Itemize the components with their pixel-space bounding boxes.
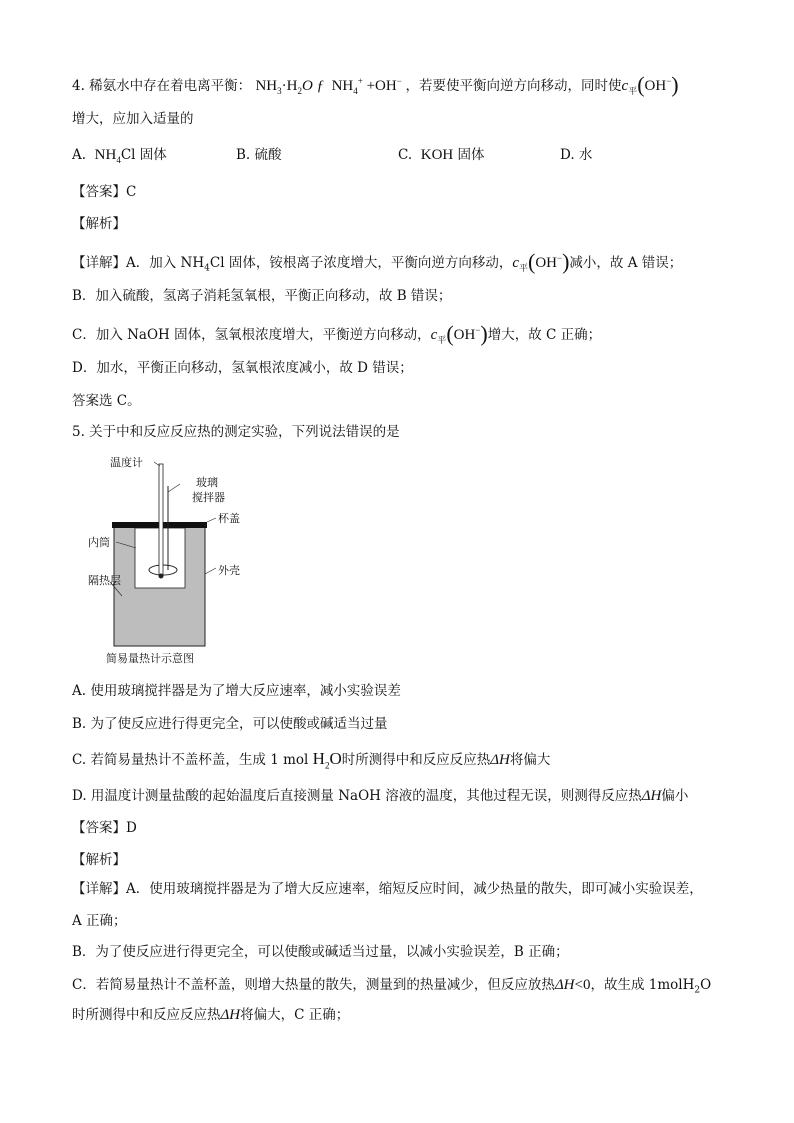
q4-detail-b: B．加入硫酸，氢离子消耗氢氧根，平衡正向移动，故 B 错误；: [72, 288, 452, 304]
q4-option-c: C. KOH 固体: [398, 147, 485, 163]
thermometer-icon: [159, 464, 163, 576]
q5-answer: 【答案】D: [72, 820, 137, 836]
q5-option-a: A. 使用玻璃搅拌器是为了增大反应速率，减小实验误差: [72, 683, 401, 699]
label-lid: 杯盖: [218, 512, 240, 525]
q4-option-a: A. $NH_4Cl$ 固体: [72, 147, 167, 165]
q4-stem-line1: 4. 稀氨水中存在着电离平衡： $NH_3\cdot H_2O$ ƒ $NH_4^+ +OH^-$ ，若要使平衡向逆方向移动，同时使$c_平(OH^-)$: [72, 72, 679, 97]
q5-detail-c-line1: C．若简易量热计不盖杯盖，则增大热量的散失，测量到的热量减少，但反应放热ΔH<0，故生成 1molH$_2$O: [72, 977, 712, 996]
q5-detail-a-line2: A 正确；: [72, 913, 127, 929]
q5-detail-b: B．为了使反应进行得更完全，可以使酸或碱适当过量，以减小实验误差，B 正确；: [72, 944, 569, 960]
q5-option-b: B. 为了使反应进行得更完全，可以使酸或碱适当过量: [72, 716, 388, 732]
q4-analysis-label: 【解析】: [72, 216, 126, 232]
q5-detail-c-line2: 时所测得中和反应反应热ΔH将偏大，C 正确；: [72, 1007, 350, 1023]
q4-detail-d: D．加水，平衡正向移动，氢氧根浓度减小，故 D 错误；: [72, 360, 413, 376]
label-thermometer: 温度计: [110, 456, 143, 469]
diagram-caption: 简易量热计示意图: [106, 652, 194, 665]
label-outer-shell: 外壳: [218, 564, 240, 577]
q4-option-b: B. 硫酸: [236, 147, 282, 163]
equilibrium-equation: $NH_3\cdot H_2O$ ƒ $NH_4^+ +OH^-$: [255, 76, 402, 96]
q5-stem: 5. 关于中和反应反应热的测定实验，下列说法错误的是: [72, 424, 400, 440]
q5-analysis-label: 【解析】: [72, 852, 126, 868]
label-glass-stirrer-1: 玻璃: [196, 476, 218, 489]
q4-stem-line2: 增大，应加入适量的: [72, 111, 194, 127]
calorimeter-diagram: [88, 456, 268, 668]
label-insulation: 隔热层: [88, 574, 121, 587]
q4-detail-c: C．加入 NaOH 固体，氢氧根浓度增大，平衡逆方向移动，$c_平(OH^-)$增大，故 C 正确；: [72, 321, 602, 346]
q4-conclusion: 答案选 C。: [72, 393, 141, 409]
q4-option-d: D. 水: [560, 147, 593, 163]
label-glass-stirrer-2: 搅拌器: [192, 491, 225, 504]
q5-detail-a-line1: 【详解】A．使用玻璃搅拌器是为了增大反应速率，缩短反应时间，减少热量的散失，即可减小实验误差，: [72, 881, 703, 897]
q5-option-d: D. 用温度计测量盐酸的起始温度后直接测量 NaOH 溶液的温度，其他过程无误，则测得反应热ΔH偏小: [72, 788, 689, 804]
label-inner-cup: 内筒: [88, 536, 110, 549]
q4-answer: 【答案】C: [72, 184, 137, 200]
q5-option-c: C. 若简易量热计不盖杯盖，生成 1 mol $H_2O$时所测得中和反应反应热ΔH将偏大: [72, 749, 551, 771]
q4-detail-a: 【详解】A．加入 $NH_4Cl$ 固体，铵根离子浓度增大，平衡向逆方向移动，$c_平(OH^-)$减小，故 A 错误；: [72, 249, 683, 274]
